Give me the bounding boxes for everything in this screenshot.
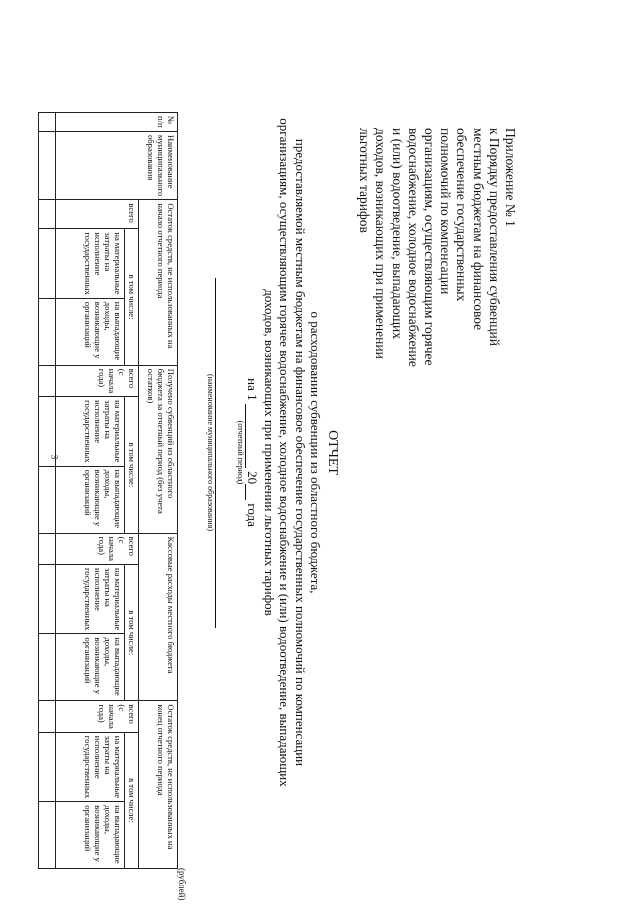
table-cell [39, 732, 56, 801]
appendix-block [356, 128, 518, 398]
sub-material-header: на материальные затраты на исполнение государственных [56, 229, 125, 298]
report-subtitle-line: доходов, возникающих при применении льготных тарифов [262, 289, 277, 616]
report-subtitle-line: о расходовании субвенции из областного бюджета, [308, 311, 324, 594]
total-header: всего (с начала года) [56, 365, 139, 396]
group-header-start-balance: Остаток средств, не использованных на начало отчетного периода [139, 200, 178, 365]
table-row [39, 113, 56, 869]
table-cell [39, 634, 56, 701]
table-cell [39, 113, 56, 132]
total-header: всего [56, 200, 139, 229]
sub-lost-income-header: на выпадающие доходы, возникающие у организаций [56, 802, 125, 869]
currency-note: (рублей) [177, 868, 187, 901]
table-cell [39, 200, 56, 229]
table-cell [39, 229, 56, 298]
appendix-line: Приложение № 1 [503, 128, 518, 227]
sub-material-header: на материальные затраты на исполнение государственных [56, 732, 125, 801]
appendix-line: организациям, осуществляющим горячее [421, 128, 437, 366]
municipality-line [215, 278, 216, 628]
sub-material-header: на материальные затраты на исполнение государственных [56, 564, 125, 633]
group-header-received: Получено субвенций из областного бюджета за отчетный период (без учета остатков) [139, 365, 178, 533]
sub-lost-income-header: на выпадающие доходы, возникающие у организаций [56, 634, 125, 701]
group-header-expenses: Кассовые расходы местного бюджета [139, 533, 178, 701]
sub-material-header: на материальные затраты на исполнение государственных [56, 397, 125, 466]
in-that-header: в том числе: [125, 564, 139, 700]
appendix-line: к Порядку предоставления субвенций [486, 128, 502, 346]
appendix-line: льготных тарифов [357, 128, 373, 233]
municipality-hint: (наименование муниципального образования) [206, 374, 215, 531]
appendix-line: обеспечение государственных [454, 128, 470, 302]
appendix-line: полномочий по компенсации [438, 128, 454, 295]
table-cell [39, 466, 56, 533]
report-subtitle-line: организациям, осуществляющим горячее водоснабжение, холодное водоснабжение и (или) водоотведение, выпадающих [277, 118, 293, 787]
appendix-line: водоснабжение, холодное водоснабжение [405, 128, 421, 367]
date-year-blank [245, 484, 258, 500]
report-title: ОТЧЕТ [325, 430, 340, 475]
col-number-header: № п/п [56, 113, 178, 132]
table-cell [39, 802, 56, 869]
total-header: всего (с начала года) [56, 533, 139, 564]
table-header-row [139, 113, 178, 869]
date-suffix: года [245, 503, 261, 527]
table-cell [39, 533, 56, 564]
total-header: всего (с начала года) [56, 701, 139, 732]
col-name-header: Наименование муниципального образования [56, 132, 178, 200]
table-cell [39, 132, 56, 200]
date-prefix: на 1 [245, 378, 261, 401]
date-century: 20 [245, 471, 261, 485]
group-header-end-balance: Остаток средств, не использованных на конец отчетного периода [139, 701, 178, 869]
table-cell [39, 397, 56, 466]
period-hint: (отчетный период) [236, 420, 245, 485]
table-cell [39, 298, 56, 365]
sub-lost-income-header: на выпадающие доходы, возникающие у организаций [56, 466, 125, 533]
in-that-header: в том числе: [125, 397, 139, 533]
table-cell [39, 564, 56, 633]
page-number: 3 [49, 454, 60, 460]
report-subtitle-line: предоставляемой местным бюджетам на финансовое обеспечение государственных полномочий по компенсации [293, 138, 308, 767]
table-cell [39, 365, 56, 396]
date-period-blank [245, 404, 258, 468]
report-date-line [245, 0, 261, 905]
report-heading [206, 0, 340, 905]
table-subheader-row [125, 113, 139, 869]
table-cell [39, 701, 56, 732]
in-that-header: в том числе: [125, 229, 139, 365]
report-table [38, 112, 178, 869]
sub-lost-income-header: на выпадающие доходы, возникающие у организаций [56, 298, 125, 365]
appendix-line: доходов, возникающих при применении [373, 128, 389, 359]
in-that-header: в том числе: [125, 732, 139, 868]
appendix-line: местным бюджетам на финансовое [470, 128, 486, 331]
appendix-line: и (или) водоотведение, выпадающих [389, 128, 405, 340]
